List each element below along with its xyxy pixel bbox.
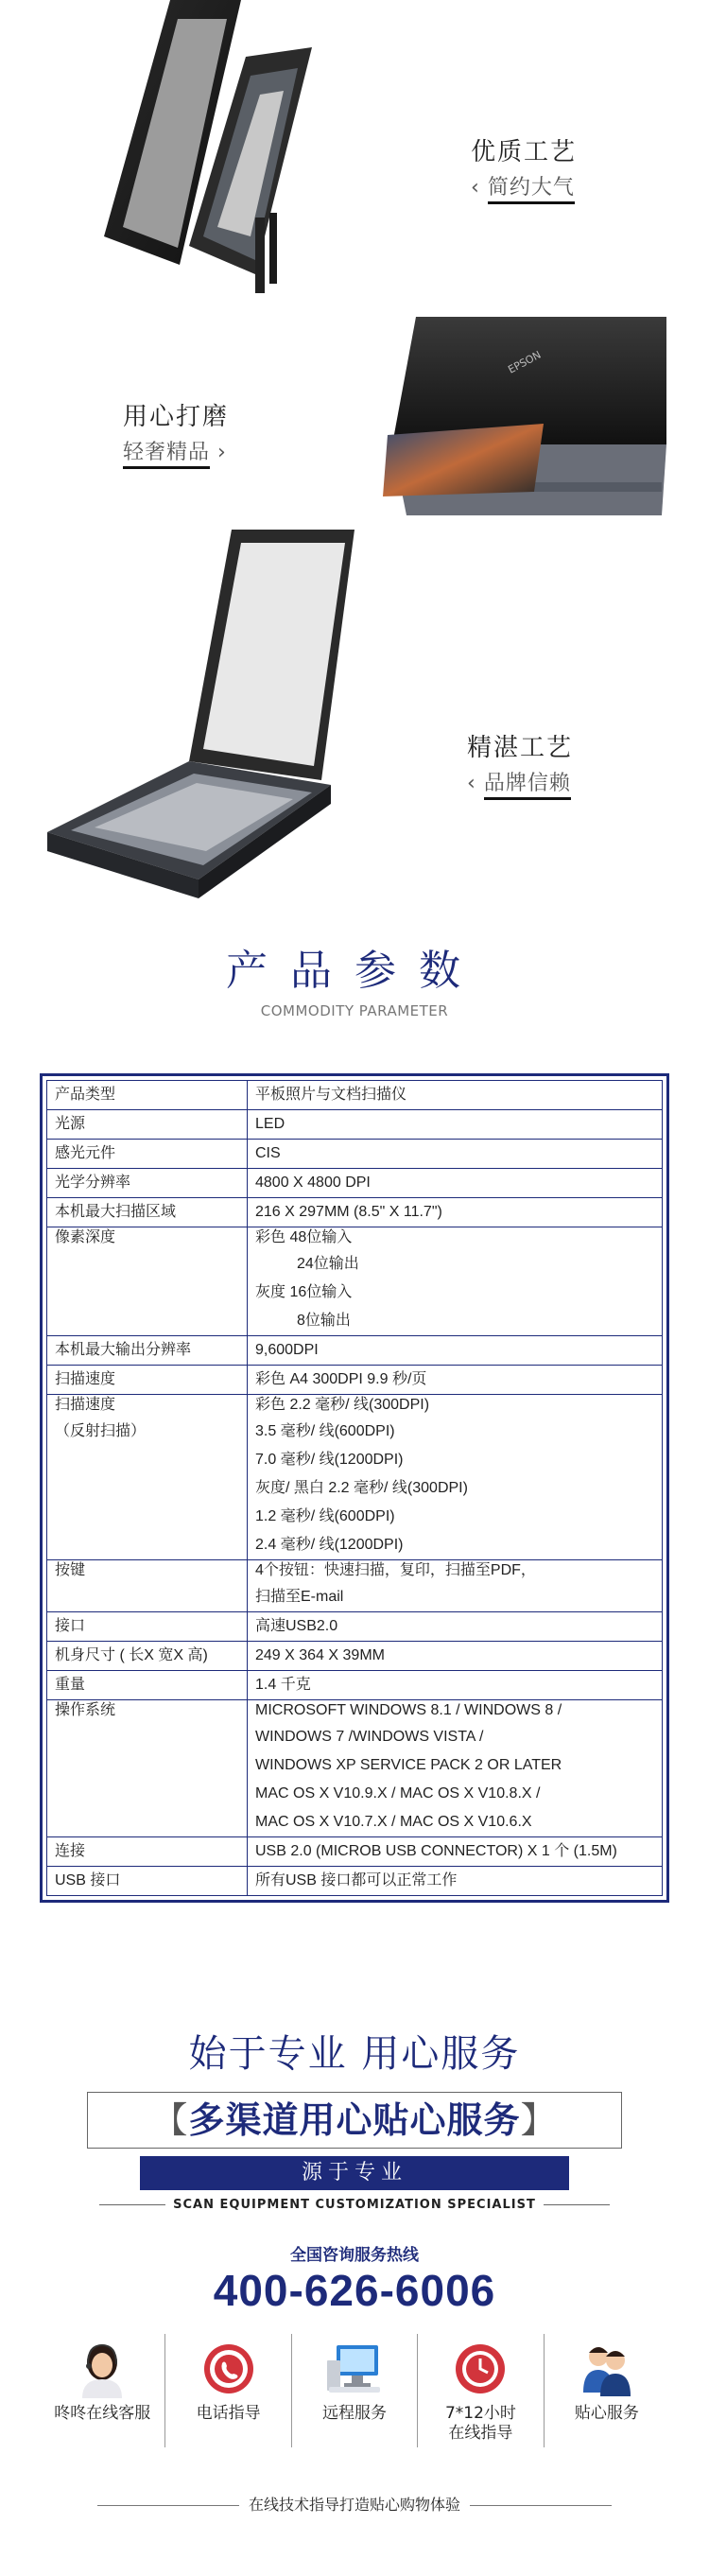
- spec-value: [248, 1140, 663, 1169]
- feature-1-title: 优质工艺: [471, 138, 578, 166]
- service-heading: 始于专业 用心服务: [188, 2032, 521, 2076]
- feature-2-title: 用心打磨: [123, 403, 230, 431]
- spec-value-line: 1.4 千克: [255, 1677, 311, 1693]
- section-subtitle: COMMODITY PARAMETER: [260, 1002, 449, 1019]
- spec-value-line: MICROSOFT WINDOWS 8.1 / WINDOWS 8 /: [255, 1702, 562, 1718]
- spec-value-line: 彩色 48位输入: [255, 1229, 353, 1245]
- spec-value-line: 7.0 毫秒/ 线(1200DPI): [255, 1452, 404, 1468]
- spec-key-line: 产品类型: [55, 1087, 116, 1103]
- specialist-line: SCAN EQUIPMENT CUSTOMIZATION SPECIALIST: [0, 2198, 709, 2212]
- spec-row: [47, 1700, 662, 1837]
- spec-key: [47, 1140, 248, 1169]
- footer-text-label: 在线技术指导打造贴心购物体验: [248, 2496, 460, 2514]
- spec-row: [47, 1837, 662, 1867]
- service-label: 电话指导: [196, 2404, 261, 2423]
- remote-computer-icon: [323, 2340, 386, 2398]
- spec-value-line: 216 X 297MM (8.5" X 11.7"): [255, 1204, 442, 1220]
- spec-row: [47, 1081, 662, 1110]
- hotline-label: 全国咨询服务热线: [290, 2246, 419, 2265]
- spec-value: [248, 1366, 663, 1395]
- spec-value: [248, 1867, 663, 1896]
- feature-2-sub: 轻奢精品 ›: [123, 436, 229, 465]
- section-title: 产品参数: [226, 947, 483, 995]
- spec-row: [47, 1169, 662, 1198]
- clock-icon: [453, 2340, 508, 2398]
- spec-key-line: 本机最大扫描区域: [55, 1204, 177, 1220]
- spec-key-line: 操作系统: [55, 1702, 116, 1718]
- spec-row: [47, 1110, 662, 1140]
- spec-value-line: WINDOWS XP SERVICE PACK 2 OR LATER: [255, 1757, 562, 1773]
- spec-key-line: 像素深度: [55, 1229, 116, 1245]
- spec-value: [248, 1336, 663, 1366]
- chevron-left-icon: ‹: [467, 772, 476, 795]
- spec-value-line: 24位输出: [297, 1256, 359, 1272]
- service-label: 贴心服务: [574, 2404, 639, 2423]
- scanner-open-lid-image: [66, 0, 321, 312]
- brand-logo-text: EPSON: [506, 348, 544, 376]
- spec-value-line: LED: [255, 1116, 285, 1132]
- spec-key-line: 重量: [55, 1677, 86, 1693]
- spec-row: [47, 1198, 662, 1227]
- footer-text: [40, 2493, 669, 2515]
- spec-value: [248, 1560, 663, 1612]
- spec-value-line: 灰度 16位输入: [255, 1284, 353, 1300]
- spec-table: [40, 1073, 669, 1903]
- spec-key: [47, 1198, 248, 1227]
- spec-value-line: 彩色 2.2 毫秒/ 线(300DPI): [255, 1397, 430, 1413]
- feature-1-sub: ‹ 简约大气: [471, 171, 577, 200]
- bracket-right-icon: 】: [520, 2099, 558, 2141]
- chevron-left-icon: ‹: [471, 176, 480, 200]
- spec-value-line: 4个按钮：快速扫描，复印，扫描至PDF，: [255, 1562, 536, 1578]
- spec-value-line: WINDOWS 7 /WINDOWS VISTA /: [255, 1729, 484, 1745]
- spec-value-line: 8位输出: [297, 1313, 351, 1329]
- spec-value: [248, 1110, 663, 1140]
- service-label: 7*12小时 在线指导: [444, 2404, 516, 2443]
- spec-key: [47, 1395, 248, 1560]
- feature-1: [471, 132, 577, 200]
- service-item-online-support[interactable]: [40, 2334, 164, 2447]
- spec-value: [248, 1612, 663, 1642]
- feature-3-title: 精湛工艺: [467, 734, 574, 762]
- spec-value-line: 9,600DPI: [255, 1342, 319, 1358]
- spec-row: [47, 1642, 662, 1671]
- spec-value-line: 4800 X 4800 DPI: [255, 1175, 371, 1191]
- spec-key: [47, 1169, 248, 1198]
- spec-value: [248, 1169, 663, 1198]
- spec-value-line: 彩色 A4 300DPI 9.9 秒/页: [255, 1371, 427, 1387]
- spec-value: [248, 1198, 663, 1227]
- spec-value-line: USB 2.0 (MICROB USB CONNECTOR) X 1 个 (1.5M): [255, 1843, 617, 1859]
- spec-row: [47, 1612, 662, 1642]
- scanner-closed-photo-image: [378, 303, 681, 548]
- spec-key-line: 机身尺寸 ( 长X 宽X 高): [55, 1647, 208, 1663]
- spec-key: [47, 1336, 248, 1366]
- spec-key-line: 感光元件: [55, 1145, 116, 1161]
- spec-row: [47, 1395, 662, 1560]
- service-icons: [40, 2334, 669, 2447]
- service-item-care[interactable]: [544, 2334, 669, 2447]
- spec-value: [248, 1671, 663, 1700]
- spec-key: [47, 1081, 248, 1110]
- spec-key: [47, 1837, 248, 1867]
- hotline-number[interactable]: 400-626-6006: [213, 2266, 496, 2315]
- chevron-right-icon: ›: [217, 441, 227, 464]
- spec-key-line: 光源: [55, 1116, 86, 1132]
- spec-value: [248, 1837, 663, 1867]
- spec-value-line: 平板照片与文档扫描仪: [255, 1087, 407, 1103]
- spec-key: [47, 1700, 248, 1837]
- spec-key-line: 接口: [55, 1618, 86, 1634]
- spec-value-line: 1.2 毫秒/ 线(600DPI): [255, 1508, 395, 1524]
- spec-value: [248, 1642, 663, 1671]
- service-label: 远程服务: [322, 2404, 388, 2423]
- spec-value-line: 扫描至E-mail: [255, 1589, 344, 1605]
- spec-key: [47, 1671, 248, 1700]
- spec-value-line: 249 X 364 X 39MM: [255, 1647, 385, 1663]
- spec-value-line: 高速USB2.0: [255, 1618, 338, 1634]
- service-item-remote[interactable]: [291, 2334, 417, 2447]
- spec-key: [47, 1867, 248, 1896]
- spec-key-line: 按键: [55, 1562, 86, 1578]
- service-label: 咚咚在线客服: [54, 2404, 151, 2423]
- spec-value-line: 灰度/ 黑白 2.2 毫秒/ 线(300DPI): [255, 1480, 468, 1496]
- spec-key-line: 扫描速度: [55, 1371, 116, 1387]
- spec-value-line: CIS: [255, 1145, 281, 1161]
- spec-row: [47, 1671, 662, 1700]
- scanner-open-flatbed-image: [38, 530, 378, 908]
- feature-2: [123, 397, 229, 465]
- spec-key-line: 光学分辨率: [55, 1175, 131, 1191]
- spec-key-line: 连接: [55, 1843, 86, 1859]
- spec-value: [248, 1700, 663, 1837]
- spec-row: [47, 1140, 662, 1169]
- feature-3: [467, 728, 573, 796]
- customer-service-agent-icon: [75, 2340, 130, 2398]
- bracket-left-icon: 【: [151, 2099, 189, 2141]
- spec-row: [47, 1867, 662, 1896]
- spec-key: [47, 1612, 248, 1642]
- service-banner: [87, 2092, 622, 2149]
- people-icon: [579, 2340, 634, 2398]
- spec-key: [47, 1110, 248, 1140]
- service-item-phone[interactable]: [164, 2334, 290, 2447]
- service-bar: 源于专业: [140, 2156, 569, 2190]
- spec-value-line: MAC OS X V10.7.X / MAC OS X V10.6.X: [255, 1814, 532, 1830]
- spec-value: [248, 1081, 663, 1110]
- spec-key: [47, 1366, 248, 1395]
- spec-key-line: 扫描速度: [55, 1397, 116, 1413]
- spec-key: [47, 1642, 248, 1671]
- spec-key-line: 本机最大输出分辨率: [55, 1342, 192, 1358]
- spec-row: [47, 1366, 662, 1395]
- spec-value-line: 所有USB 接口都可以正常工作: [255, 1872, 458, 1888]
- phone-icon: [201, 2340, 256, 2398]
- spec-row: [47, 1560, 662, 1612]
- service-banner-text: 多渠道用心贴心服务: [188, 2099, 521, 2141]
- feature-3-sub: ‹ 品牌信赖: [467, 767, 573, 796]
- spec-row: [47, 1227, 662, 1336]
- spec-value-line: MAC OS X V10.9.X / MAC OS X V10.8.X /: [255, 1785, 541, 1801]
- spec-key-line: （反射扫描）: [55, 1423, 147, 1439]
- spec-key-line: USB 接口: [55, 1872, 121, 1888]
- spec-value: [248, 1395, 663, 1560]
- spec-value-line: 3.5 毫秒/ 线(600DPI): [255, 1423, 395, 1439]
- spec-key: [47, 1227, 248, 1336]
- spec-key: [47, 1560, 248, 1612]
- service-item-hours[interactable]: [417, 2334, 543, 2447]
- spec-row: [47, 1336, 662, 1366]
- spec-value: [248, 1227, 663, 1336]
- spec-value-line: 2.4 毫秒/ 线(1200DPI): [255, 1537, 404, 1553]
